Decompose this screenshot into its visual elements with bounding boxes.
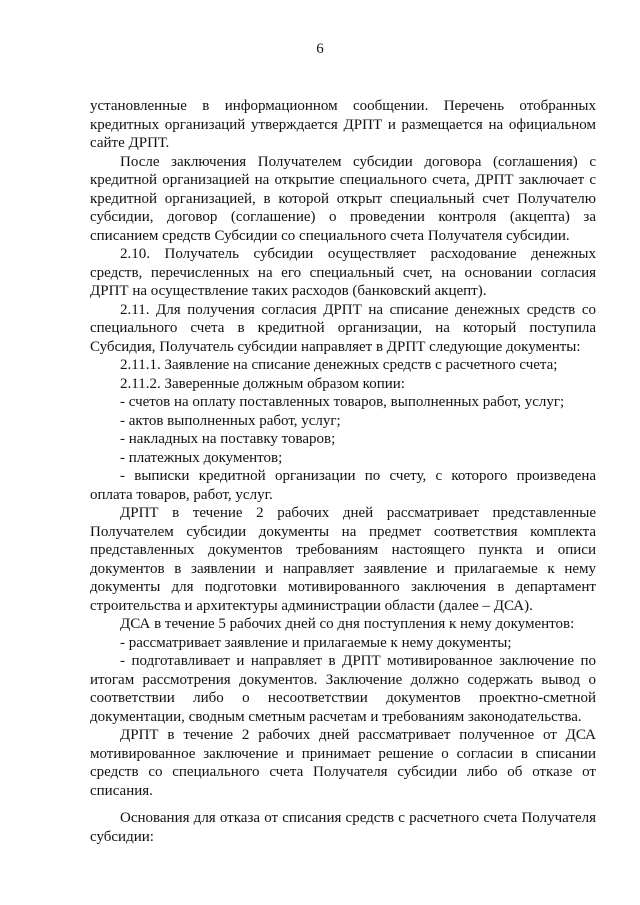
paragraph-2-10: 2.10. Получатель субсидии осуществляет расходование денежных средств, перечисленных на его специальный счет, на основании согласия ДРПТ на осуществление таких расходов (банковский акцепт). [90, 246, 596, 299]
paragraph-dsa-intro: ДСА в течение 5 рабочих дней со дня поступления к нему документов: [120, 616, 575, 632]
list-item-dsa-review: - рассматривает заявление и прилагаемые к нему документы; [120, 634, 512, 651]
paragraph-2-11-2: 2.11.2. Заверенные должным образом копии: [120, 375, 405, 392]
list-item-invoices: - счетов на оплату поставленных товаров, выполненных работ, услуг; [120, 394, 565, 410]
page-number: 6 [316, 41, 324, 57]
paragraph-2-11: 2.11. Для получения согласия ДРПТ на списание денежных средств со специального счета в кредитной организации, на который поступила Субсидия, Получатель субсидии направляет в ДРПТ следующие документы: [90, 301, 596, 355]
paragraph-special-account-agreement: После заключения Получателем субсидии договора (соглашения) с кредитной организацией на открытие специального счета, ДРПТ заключает с кредитной организацией, в которой открыт специальный счет Получателю субсидии, договор (соглашение) о проведении контроля (акцепта) за списанием средств Субсидии со специального счета Получателя субсидии. [90, 153, 596, 244]
document-body [90, 97, 596, 846]
paragraph-continuation: установленные в информационном сообщении. Перечень отобранных кредитных организаций утверждается ДРПТ и размещается на официальном сайте ДРПТ. [90, 98, 596, 151]
paragraph-2-11-1: 2.11.1. Заявление на списание денежных средств с расчетного счета; [120, 357, 558, 373]
list-item-bank-statements: - выписки кредитной организации по счету, с которого произведена оплата товаров, работ, услуг. [90, 468, 596, 503]
list-item-waybills: - накладных на поставку товаров; [120, 431, 336, 447]
list-item-payment-docs: - платежных документов; [120, 449, 283, 466]
paragraph-drpt-review: ДРПТ в течение 2 рабочих дней рассматривает представленные Получателем субсидии документы на предмет соответствия комплекта представленных документов требованиям настоящего пункта и описи документов в заявлении и направляет заявление и прилагаемые к нему документы для подготовки мотивированного заключения в департамент строительства и архитектуры администрации области (далее – ДСА). [90, 505, 596, 614]
paragraph-refusal-grounds: Основания для отказа от списания средств с расчетного счета Получателя субсидии: [90, 810, 596, 845]
list-item-dsa-conclusion: - подготавливает и направляет в ДРПТ мотивированное заключение по итогам рассмотрения документов. Заключение должно содержать вывод о соответствии либо о несоответствии документов проектно-сметной документации, сводным сметным расчетам и требованиям законодательства. [90, 653, 596, 725]
paragraph-drpt-decision: ДРПТ в течение 2 рабочих дней рассматривает полученное от ДСА мотивированное заключение и принимает решение о согласии в списании средств со специального счета Получателя субсидии либо об отказе от списания. [90, 727, 596, 799]
list-item-acts: - актов выполненных работ, услуг; [120, 412, 341, 429]
